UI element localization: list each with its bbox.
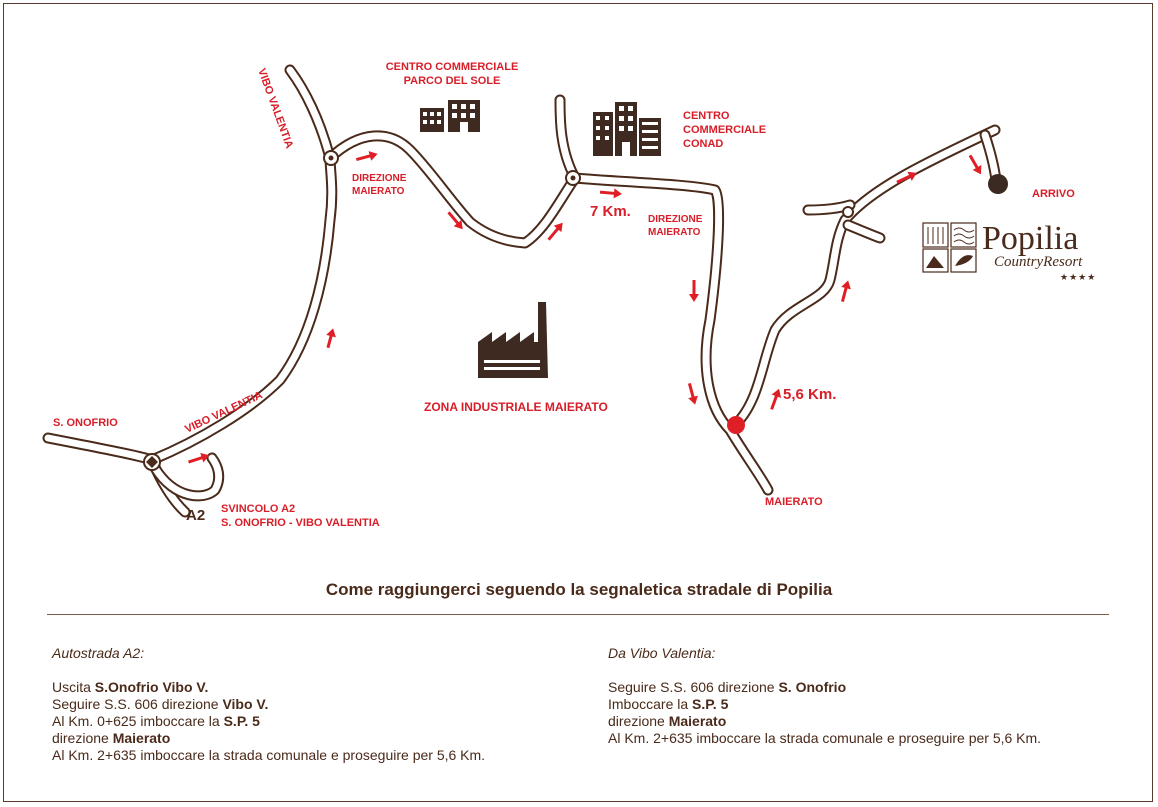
- plain-text: Al Km. 2+635 imboccare la strada comunale e proseguire per 5,6 Km.: [52, 747, 486, 763]
- distance-5-6km-label: 5,6 Km.: [783, 386, 837, 403]
- svincolo-label: [221, 502, 380, 530]
- road-label-vibo-bottom: VIBO VALENTIA: [183, 389, 265, 436]
- emphasis-text: Maierato: [112, 730, 171, 746]
- cc-parco-label: [372, 60, 532, 88]
- vibo-line-3: [608, 713, 1041, 730]
- vibo-line-1: [608, 679, 1041, 696]
- autostrada-line-2: [52, 696, 485, 713]
- factory-icon: [478, 302, 548, 378]
- cc-conad-line-2: COMMERCIALE: [683, 124, 767, 136]
- building-icon: [593, 102, 661, 156]
- svincolo-line-2: S. ONOFRIO - VIBO VALENTIA: [221, 517, 380, 529]
- cc-parco-line-2: PARCO DEL SOLE: [403, 75, 501, 87]
- a2-label: A2: [186, 507, 206, 524]
- emphasis-text: S. Onofrio: [778, 679, 847, 695]
- cc-conad-line-3: CONAD: [683, 138, 724, 150]
- cc-conad-label: [683, 109, 766, 151]
- zona-industriale-label: ZONA INDUSTRIALE MAIERATO: [424, 400, 608, 414]
- direzione-maierato-label-2: [648, 213, 702, 239]
- direzione-maierato-label-1: [352, 172, 406, 198]
- plain-text: Al Km. 0+625 imboccare la: [52, 713, 224, 729]
- vibo-line-4: [608, 730, 1041, 747]
- cc-parco-line-1: CENTRO COMMERCIALE: [385, 61, 519, 73]
- plain-text: Uscita: [52, 679, 95, 695]
- emphasis-text: S.P. 5: [692, 696, 729, 712]
- plain-text: Al Km. 2+635 imboccare la strada comunale e proseguire per 5,6 Km.: [608, 730, 1042, 746]
- vibo-heading: Da Vibo Valentia:: [608, 645, 716, 661]
- destination-marker-icon: [988, 174, 1008, 194]
- cc-conad-line-1: CENTRO: [683, 110, 730, 122]
- s-onofrio-label: S. ONOFRIO: [53, 417, 118, 429]
- plain-text: Seguire S.S. 606 direzione: [608, 679, 779, 695]
- autostrada-heading: Autostrada A2:: [52, 645, 145, 661]
- logo-stars: ★★★★: [1060, 272, 1097, 282]
- emphasis-text: S.Onofrio Vibo V.: [94, 679, 209, 695]
- logo-subtitle: CountryResort: [994, 254, 1083, 270]
- distance-7km-label: 7 Km.: [590, 203, 631, 220]
- plain-text: direzione: [52, 730, 113, 746]
- page-title: Come raggiungerci seguendo la segnaletica stradale di Popilia: [325, 580, 833, 599]
- vibo-directions: [608, 645, 1041, 747]
- roads: [48, 70, 996, 512]
- junction-marker-icon: [727, 416, 745, 434]
- autostrada-lines: [52, 679, 485, 764]
- autostrada-directions: [52, 645, 485, 764]
- maierato-line: MAIERATO: [352, 186, 405, 197]
- direzione-line: DIREZIONE: [648, 214, 703, 225]
- roundabout-icon: [144, 151, 853, 470]
- direzione-line: DIREZIONE: [352, 173, 407, 184]
- arrivo-label: ARRIVO: [1032, 188, 1075, 200]
- maierato-label: MAIERATO: [765, 496, 823, 508]
- maierato-line: MAIERATO: [648, 227, 701, 238]
- autostrada-line-3: [52, 713, 485, 730]
- plain-text: Seguire S.S. 606 direzione: [52, 696, 223, 712]
- divider: [47, 614, 1109, 615]
- autostrada-line-1: [52, 679, 485, 696]
- popilia-logo: [922, 220, 1104, 290]
- emphasis-text: Maierato: [668, 713, 727, 729]
- vibo-lines: [608, 679, 1041, 747]
- logo-name: Popilia: [982, 220, 1079, 257]
- autostrada-line-4: [52, 730, 485, 747]
- plain-text: Imboccare la: [608, 696, 693, 712]
- autostrada-line-5: [52, 747, 485, 764]
- svincolo-line-1: SVINCOLO A2: [221, 503, 296, 515]
- building-icon: [420, 100, 480, 132]
- emphasis-text: Vibo V.: [222, 696, 269, 712]
- road-label-vibo-top: VIBO VALENTIA: [255, 66, 296, 151]
- logo-emblem-icon: [922, 222, 978, 274]
- vibo-line-2: [608, 696, 1041, 713]
- emphasis-text: S.P. 5: [223, 713, 260, 729]
- plain-text: direzione: [608, 713, 669, 729]
